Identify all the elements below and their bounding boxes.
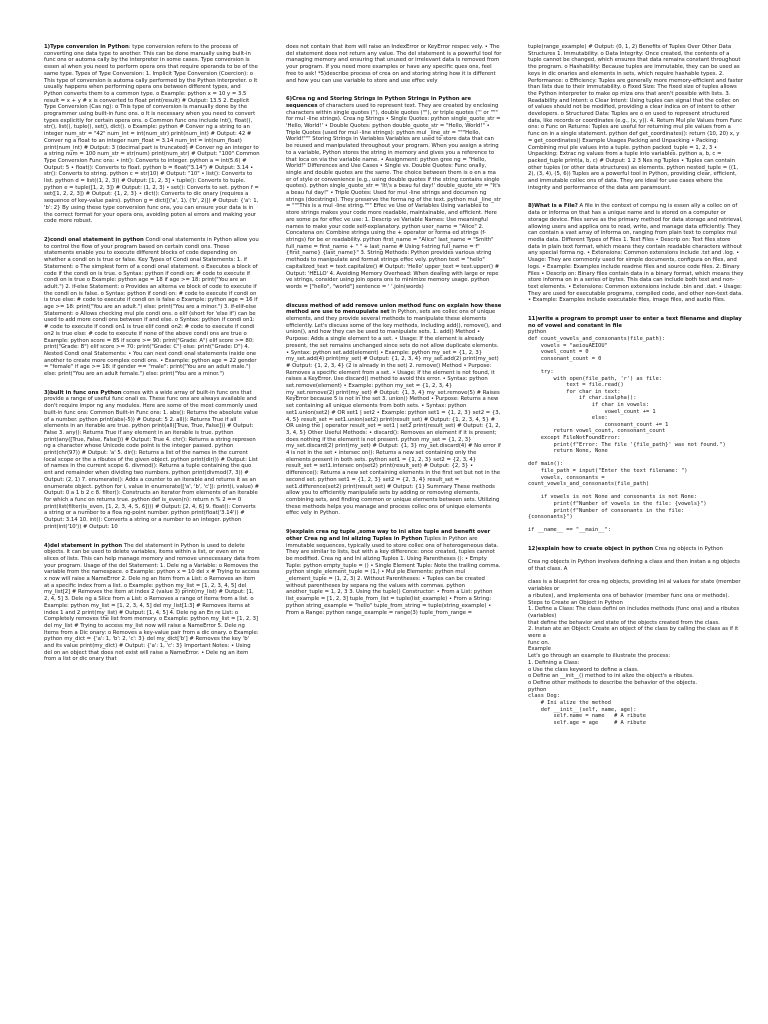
section — [528, 44, 744, 191]
section-text: does not contain that item will raise an IndexError or KeyError respec vely. • The del statement does not return any value. The del statement is a powerful tool for managing memory and ensuring that unused or irrelevant data is removed from your program. If you need more examples or have any specific ques ons, feel free to ask! *5)describe process of crea on and storing string how it is different and how you can use variable to store and use effec vely — [286, 44, 502, 84]
section-body — [528, 316, 744, 336]
section-body — [44, 237, 260, 378]
section-text: python — [528, 329, 547, 336]
section-body — [286, 529, 502, 616]
section-text: A file in the context of compu ng is essen ally a collec on of data or informa on that has a unique name and is stored on a computer or storage device. Files serve as the primary method for data storage and retrieval, allowing users and applica ons to read, write, and manage data efficiently. They can contain a vast array of informa on, ranging from plain text to complex mul media data. Different Types of Files 1. Text Files • Descrip on: Text files store data in plain text format, which means they contain readable characters without any special forma ng. • Extensions: Common extensions include .txt and .log. • Usage: They are commonly used for simple documents, configura on files, and logs. • Example: Examples include readme files and source code files. 2. Binary Files • Descrip on: Binary files contain data in a binary format, which means they store informa on in a series of bytes. This data can include both text and non-text elements. • Extensions: Common extensions include .bin and .dat. • Usage: They are used for executable programs, compiled code, and other non-text data. • Example: Examples include executable files, image files, and audio files. — [528, 203, 744, 304]
section — [286, 44, 502, 84]
section-text: of characters used to represent text. They are created by enclosing characters within single quotes (''), double quotes (""), or triple quotes (''' or """ for mul -line strings). Crea ng Strings • Single Quotes: python single_quote_str = 'Hello, World!' • Double Quotes: python double_quote_str = "Hello, World!" • Triple Quotes (used for mul -line strings): python mul _line_str = """Hello, World!""" Storing Strings in Variables Variables are used to store data that can be reused and manipulated throughout your program. When you assign a string to a variable, Python stores the string in memory and gives you a reference to that loca on via the variable name. • Assignment: python gree ng = "Hello, World!" Differences and Use Cases • Single vs. Double Quotes: Func onally, single and double quotes are the same. The choice between them is o en a ma er of style or convenience (e.g., using double quotes if the string contains single quotes). python single_quote_str = 'It\'s a beau ful day!' double_quote_str = "It's a beau ful day!" • Triple Quotes: Used for mul -line strings and documen ng strings (docstrings). They preserve the forma ng of the text. python mul _line_str = """This is a mul -line string.""" Effec ve Use of Variables Using variables to store strings makes your code more readable, maintainable, and efficient. Here are some ps for effec ve use: 1. Descrip ve Variable Names: Use meaningful names to make your code self-explanatory. python user_name = "Alice" 2. Concatena on: Combine strings using the + operator or forma ed strings (f-strings) for be er readability. python first_name = "Alice" last_name = "Smith" full_name = first_name + " " + last_name # Using f-string full_name = f"{first_name} {last_name}" 3. String Methods: Python provides various string methods to manipulate and format strings effec vely. python text = "hello" capitalized_text = text.capitalize() # Output: 'Hello' upper_text = text.upper() # Output: 'HELLO' 4. Avoiding Memory Overhead: When dealing with large or repe ve strings, consider using join opera ons to minimize memory usage. python words = ["hello", "world"] sentence = ' '.join(words) — [286, 102, 502, 290]
section — [44, 44, 260, 225]
code-block: def count_vowels_and_consonants(file_path): vowels = "aeiouAEIOU" vowel_count = 0 consonant_count = 0 try: with open(file_path, 'r') as file: text = file.read() for char in text: if char.isalpha(): if char in vowels: vowel_count += 1 else: consonant_count += 1 return vowel_count, consonant_count except FileNotFoundError: print(f"Error: The file '{file_path}' was not found.") return None, None def main(): file_path = input("Enter the text filename: ") vowels, consonants = count_vowels_and_consonants(file_path) if vowels is not None and consonants is not None: print(f"Number of vowels in the file: {vowels}") print(f"Number of consonants in the file: {consonants}") if __name__ == "__main__": — [528, 336, 726, 534]
section-body — [286, 44, 502, 84]
section — [286, 96, 502, 290]
section-text: tuple(range_example) # Output: (0, 1, 2) Benefits of Tuples Over Other Data Structures 1. Immutability: o Data Integrity: Once created, the contents of a tuple cannot be changed, which ensures that data remains constant throughout the program. o Hashability: Because tuples are immutable, they can be used as keys in dic onaries and elements in sets, which require hashable types. 2. Performance: o Efficiency: Tuples are generally more memory-efficient and faster than lists due to their immutability. o Fixed Size: The fixed size of tuples allows the Python interpreter to make op miza ons that aren't possible with lists. 3. Readability and Intent: o Clear Intent: Using tuples can signal that the collec on of values should not be modified, providing a clear indica on of intent to other developers. o Structured Data: Tuples are o en used to represent structured data, like records or coordinates (e.g., (x, y)). 4. Return Mul ple Values from Func ons: o Func on Returns: Tuples are useful for returning mul ple values from a func on in a single statement. python def get_coordinates(): return (10, 20) x, y = get_coordinates() Example Usages Packing and Unpacking • Packing: Combining mul ple values into a tuple. python packed_tuple = 1, 2, 3 • Unpacking: Extrac ng values from a tuple into variables. python a, b, c = packed_tuple print(a, b, c) # Output: 1 2 3 Nes ng Tuples • Tuples can contain other tuples (or other data structures) as elements. python nested_tuple = ((1, 2), (3, 4), (5, 6)) Tuples are a powerful tool in Python, providing clear, efficient, and immutable collec ons of data. They are ideal for use cases where the integrity and performance of the data are paramount. — [528, 44, 744, 191]
section-body — [44, 390, 260, 531]
section-body — [528, 44, 744, 191]
section-text: comes with a wide array of built-in func ons that provide a range of useful func onali es. These func ons are always available and don't require impor ng any modules. Here are some of the most commonly used built-in func ons: Common Built-in Func ons: 1. abs(): Returns the absolute value of a number. python print(abs(-5)) # Output: 5 2. all(): Returns True if all elements in an iterable are true. python print(all([True, True, False])) # Output: False 3. any(): Returns True if any element in an iterable is true. python print(any([True, False, False])) # Output: True 4. chr(): Returns a string represen ng a character whose Unicode code point is the integer passed. python print(chr(97)) # Output: 'a' 5. dir(): Returns a list of the names in the current local scope or the a ributes of the given object. python print(dir()) # Output: List of names in the current scope 6. divmod(): Returns a tuple containing the quo ent and remainder when dividing two numbers. python print(divmod(7, 3)) # Output: (2, 1) 7. enumerate(): Adds a counter to an iterable and returns it as an enumerate object. python for i, value in enumerate(['a', 'b', 'c']): print(i, value) # Output: 0 a 1 b 2 c 8. filter(): Constructs an iterator from elements of an iterable for which a func on returns true. python def is_even(n): return n % 2 == 0 print(list(filter(is_even, [1, 2, 3, 4, 5, 6]))) # Output: [2, 4, 6] 9. float(): Converts a string or a number to a floa ng-point number. python print(float('3.14')) # Output: 3.14 10. int(): Converts a string or a number to an integer. python print(int('10')) # Output: 10 — [44, 389, 260, 530]
section — [528, 546, 744, 726]
section-body — [528, 546, 744, 693]
section-heading: 1)Type conversion in Python — [44, 44, 129, 50]
section-body — [528, 203, 744, 304]
section-text: Tuples in Python are immutable sequences, typically used to store collec ons of heterogeneous data. They are similar to lists, but with a key difference: once created, tuples cannot be modified. Crea ng and Ini alizing Tuples 1. Using Parentheses (): • Empty Tuple: python empty_tuple = () • Single Element Tuple: Note the trailing comma. python single_element_tuple = (1,) • Mul ple Elements: python mul _element_tuple = (1, 2, 3) 2. Without Parentheses: • Tuples can be created without parentheses by separa ng the values with commas. python another_tuple = 1, 2, 3 3. Using the tuple() Constructor: • From a List: python list_example = [1, 2, 3] tuple_from_list = tuple(list_example) • From a String: python string_example = "hello" tuple_from_string = tuple(string_example) • From a Range: python range_example = range(3) tuple_from_range = — [286, 535, 501, 616]
section-heading: 12)explain how to create object in python — [528, 545, 654, 552]
section-heading: 9)explain crea ng tuple ,some way to ini alize tuple and benefit over other Crea ng and Ini alizing Tuples in Python — [286, 529, 491, 542]
section-text: Crea ng objects in Python Crea ng objects in Python involves defining a class and then instan a ng objects of that class. A class is a blueprint for crea ng objects, providing ini al values for state (member variables or a ributes), and implementa ons of behavior (member func ons or methods). Steps to Create an Object in Python 1. Define a Class: The class defini on includes methods (func ons) and a ributes (variables) that define the behavior and state of the objects created from the class. 2. Instan ate an Object: Create an object of the class by calling the class as if it were a func on. Example Let's go through an example to illustrate the process: 1. Defining a Class: o Use the class keyword to define a class. o Define an __init__() method to ini alize the object's a ributes. o Define other methods to describe the behavior of the objects. python — [528, 545, 741, 693]
section — [286, 529, 502, 616]
section — [286, 303, 502, 518]
column-1 — [44, 44, 260, 992]
section-body — [44, 543, 260, 664]
section — [528, 203, 744, 304]
section-heading: 2)condi onal statement in python — [44, 236, 144, 243]
section-heading: 6)Crea ng and Storing Strings in Python Strings in Python are sequences — [286, 96, 472, 109]
document-page — [44, 44, 744, 992]
section-text: : type conversion refers to the process of converting one data type to another. This can be done manually using built-in func ons or automa cally by the interpreter in some cases. Type conversion is essen al when you need to perform opera ons that require operands to be of the same type. Types of Type Conversion: 1. Implicit Type Conversion (Coercion): o This type of conversion is automa cally performed by the Python interpreter. o It usually happens when performing opera ons between different types, and Python converts them to a common type. o Example: python x = 10 y = 3.5 result = x + y # x is converted to float print(result) # Output: 13.5 2. Explicit Type Conversion (Cas ng): o This type of conversion is manually done by the programmer using built-in func ons. o It is necessary when you need to convert types explicitly for certain opera ons. o Common func ons include int(), float(), str(), list(), tuple(), set(), dict(). o Example: python # Conver ng a string to an integer num_str = "42" num_int = int(num_str) print(num_int) # Output: 42 # Conver ng a float to an integer num_float = 3.14 num_int = int(num_float) print(num_int) # Output: 3 (decimal part is truncated) # Conver ng an integer to a string num = 100 num_str = str(num) print(num_str) # Output: "100" Common Type Conversion Func ons: • int(): Converts to integer. python a = int(5.6) # Output: 5 • float(): Converts to float. python b = float("3.14") # Output: 3.14 • str(): Converts to string. python c = str(10) # Output: "10" • list(): Converts to list. python d = list((1, 2, 3)) # Output: [1, 2, 3] • tuple(): Converts to tuple. python e = tuple([1, 2, 3]) # Output: (1, 2, 3) • set(): Converts to set. python f = set([1, 2, 2, 3]) # Output: {1, 2, 3} • dict(): Converts to dic onary (requires a sequence of key-value pairs). python g = dict([('a', 1), ('b', 2)]) # Output: {'a': 1, 'b': 2} By using these type conversion func ons, you can ensure your data is in the correct format for your opera ons, avoiding poten al errors and making your code more robust. — [44, 44, 260, 225]
code-block: class Dog: # Ini alize the method def __init__(self, name, age): self.name = name # A ribute self.age = age # A ribute — [528, 693, 646, 726]
section-text: The del statement in Python is used to delete objects. It can be used to delete variables, items within a list, or even en re slices of lists. This can help manage memory and remove unnecessary data from your program. Usage of the del Statement: 1. Dele ng a Variable: o Removes the variable from the namespace. o Example: python x = 10 del x # Trying to access x now will raise a NameError 2. Dele ng an Item from a List: o Removes an item at a specific index from a list. o Example: python my_list = [1, 2, 3, 4, 5] del my_list[2] # Removes the item at index 2 (value 3) print(my_list) # Output: [1, 2, 4, 5] 3. Dele ng a Slice from a List: o Removes a range of items from a list. o Example: python my_list = [1, 2, 3, 4, 5] del my_list[1:3] # Removes items at index 1 and 2 print(my_list) # Output: [1, 4, 5] 4. Dele ng an En re List: o Completely removes the list from memory. o Example: python my_list = [1, 2, 3] del my_list # Trying to access my_list now will raise a NameError 5. Dele ng Items from a Dic onary: o Removes a key-value pair from a dic onary. o Example: python my_dict = {'a': 1, 'b': 2, 'c': 3} del my_dict['b'] # Removes the key 'b' and its value print(my_dict) # Output: {'a': 1, 'c': 3} Important Notes: • Using del on an object that does not exist will raise a NameError. • Dele ng an item from a list or dic onary that — [44, 542, 260, 663]
section-text: Condi onal statements in Python allow you to control the flow of your program based on certain condi ons. These statements enable you to execute different blocks of code depending on whether a condi on is true or false. Key Types of Condi onal Statements: 1. if Statement: o The simplest form of a condi onal statement. o Executes a block of code if the condi on is true. o Syntax: python if condi on: # code to execute if condi on is true o Example: python age = 18 if age >= 18: print("You are an adult.") 2. if-else Statement: o Provides an alterna ve block of code to execute if the condi on is false. o Syntax: python if condi on: # code to execute if condi on is true else: # code to execute if condi on is false o Example: python age = 16 if age >= 18: print("You are an adult.") else: print("You are a minor.") 3. if-elif-else Statement: o Allows checking mul ple condi ons. o elif (short for 'else if') can be used to add more condi ons between if and else. o Syntax: python if condi on1: # code to execute if condi on1 is true elif condi on2: # code to execute if condi on2 is true else: # code to execute if none of the above condi ons are true o Example: python score = 85 if score >= 90: print("Grade: A") elif score >= 80: print("Grade: B") elif score >= 70: print("Grade: C") else: print("Grade: D") 4. Nested Condi onal Statements: • You can nest condi onal statements inside one another to create more complex condi ons. • Example: python age = 22 gender = "female" if age >= 18: if gender == "male": print("You are an adult male.") else: print("You are an adult female.") else: print("You are a minor.") — [44, 236, 259, 378]
section-body — [286, 303, 502, 518]
column-3 — [528, 44, 744, 992]
column-2 — [286, 44, 502, 992]
section-body — [44, 44, 260, 225]
section-heading: 3)built in func ons Python — [44, 389, 122, 396]
section-body — [286, 96, 502, 290]
section-heading: 8)What is a File? — [528, 203, 578, 210]
section-heading: discuss method of add remove union method func on explain how these method are use to menupulate set — [286, 302, 502, 316]
section — [44, 237, 260, 378]
section-text: In Python, sets are collec ons of unique elements, and they provide several methods to manipulate these elements efficiently. Let's discuss some of the key methods, including add(), remove(), and union(), and how they can be used to manipulate sets. 1. add() Method • Purpose: Adds a single element to a set. • Usage: If the element is already present, the set remains unchanged since sets do not allow duplicate elements. • Syntax: python set.add(element) • Example: python my_set = {1, 2, 3} my_set.add(4) print(my_set) # Output: {1, 2, 3, 4} my_set.add(2) print(my_set) # Output: {1, 2, 3, 4} (2 is already in the set) 2. remove() Method • Purpose: Removes a specific element from a set. • Usage: If the element is not found, it raises a KeyError. Use discard() method to avoid this error. • Syntax: python set.remove(element) • Example: python my_set = {1, 2, 3, 4} my_set.remove(2) print(my_set) # Output: {1, 3, 4} my_set.remove(5) # Raises KeyError because 5 is not in the set 3. union() Method • Purpose: Returns a new set containing all unique elements from both sets. • Syntax: python set1.union(set2) # OR set1 | set2 • Example: python set1 = {1, 2, 3} set2 = {3, 4, 5} result_set = set1.union(set2) print(result_set) # Output: {1, 2, 3, 4, 5} # OR using the | operator result_set = set1 | set2 print(result_set) # Output: {1, 2, 3, 4, 5} Other Useful Methods: • discard(): Removes an element if it is present; does nothing if the element is not present. python my_set = {1, 2, 3} my_set.discard(2) print(my_set) # Output: {1, 3} my_set.discard(4) # No error if 4 is not in the set • intersec on(): Returns a new set containing only the elements present in both sets. python set1 = {1, 2, 3} set2 = {2, 3, 4} result_set = set1.intersec on(set2) print(result_set) # Output: {2, 3} • difference(): Returns a new set containing elements in the first set but not in the second set. python set1 = {1, 2, 3} set2 = {2, 3, 4} result_set = set1.difference(set2) print(result_set) # Output: {1} Summary These methods allow you to efficiently manipulate sets by adding or removing elements, combining sets, and finding common or unique elements between sets. Utilizing these methods helps you manage and process collec ons of unique elements effec vely in Python. — [286, 309, 502, 517]
section — [44, 543, 260, 664]
section-heading: 4)del statement in python — [44, 542, 123, 549]
section — [44, 390, 260, 531]
section-heading: 11)write a program to prompt user to enter a text filename and display no of vowel and constant in file — [528, 316, 742, 329]
section — [528, 316, 744, 534]
